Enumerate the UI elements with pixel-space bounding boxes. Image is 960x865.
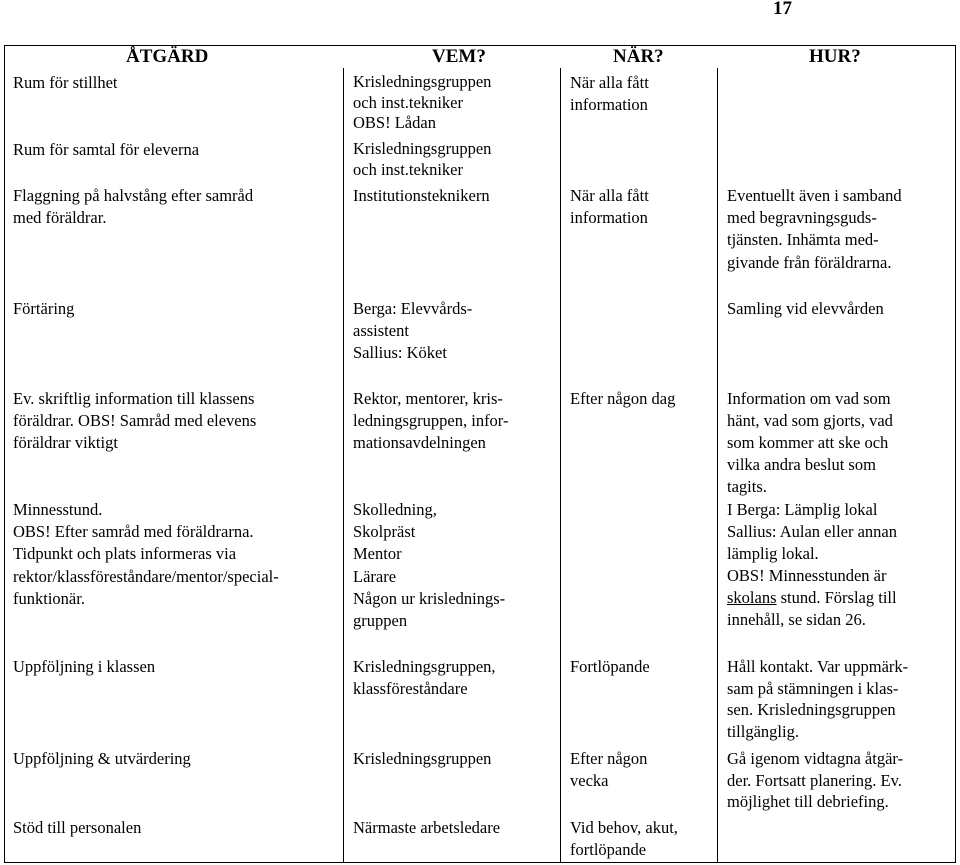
row-6-hur-text-a: I Berga: Lämplig lokal Sallius: Aulan eller annan lämplig lokal. OBS! Minnesstunden är xyxy=(727,500,898,585)
row-2-vem: Krisledningsgruppen och inst.tekniker xyxy=(353,139,492,179)
table-border-bottom xyxy=(4,862,956,863)
row-9-atgard: Stöd till personalen xyxy=(13,818,142,837)
row-6-vem: Skolledning, Skolpräst Mentor Lärare Någon ur krislednings- gruppen xyxy=(353,500,506,631)
column-divider-vem xyxy=(343,68,344,863)
table-border-left xyxy=(4,45,5,863)
row-3-nar: När alla fått information xyxy=(570,186,649,228)
row-7-hur: Håll kontakt. Var uppmärk- sam på stämningen i klas- sen. Krisledningsgruppen tillgänglig. xyxy=(727,657,909,741)
row-3-hur: Eventuellt även i samband med begravningsguds- tjänsten. Inhämta med- givande från föräldrarna. xyxy=(727,186,902,272)
row-7-atgard: Uppföljning i klassen xyxy=(13,657,156,676)
row-4-vem: Berga: Elevvårds- assistent Sallius: Köket xyxy=(353,299,473,363)
row-9-vem: Närmaste arbetsledare xyxy=(353,818,501,837)
row-7-nar: Fortlöpande xyxy=(570,657,650,676)
row-8-vem: Krisledningsgruppen xyxy=(353,749,492,768)
row-6-atgard: Minnesstund. OBS! Efter samråd med föräldrarna. Tidpunkt och plats informeras via rektor/klassföreståndare/mentor/special- funktionär. xyxy=(13,500,279,608)
row-7-vem: Krisledningsgruppen, klassföreståndare xyxy=(353,657,496,699)
row-6-hur xyxy=(727,499,897,631)
column-divider-nar xyxy=(560,68,561,863)
row-4-atgard: Förtäring xyxy=(13,299,75,318)
row-1-atgard: Rum för stillhet xyxy=(13,73,118,92)
header-vem: VEM? xyxy=(432,46,486,67)
row-5-vem: Rektor, mentorer, kris- ledningsgruppen, infor- mationsavdelningen xyxy=(353,389,509,453)
row-3-atgard: Flaggning på halvstång efter samråd med föräldrar. xyxy=(13,186,254,228)
row-6-hur-text-b: stund. Förslag till innehåll, se sidan 26. xyxy=(727,588,897,629)
row-4-hur: Samling vid elevvården xyxy=(727,299,884,318)
action-table xyxy=(4,45,956,863)
header-hur: HUR? xyxy=(809,46,861,67)
row-2-atgard: Rum för samtal för eleverna xyxy=(13,140,200,159)
row-9-nar: Vid behov, akut, fortlöpande xyxy=(570,818,678,860)
row-5-atgard: Ev. skriftlig information till klassens föräldrar. OBS! Samråd med elevens föräldrar viktigt xyxy=(13,389,257,453)
row-5-hur: Information om vad som hänt, vad som gjorts, vad som kommer att ske och vilka andra beslut som tagits. xyxy=(727,389,893,496)
row-1-nar: När alla fått information xyxy=(570,73,649,115)
row-8-atgard: Uppföljning & utvärdering xyxy=(13,749,191,768)
header-nar: NÄR? xyxy=(613,46,664,67)
column-divider-hur xyxy=(717,68,718,863)
row-1-vem: Krisledningsgruppen och inst.tekniker OBS! Lådan xyxy=(353,72,492,132)
table-border-right xyxy=(955,45,956,863)
row-8-hur: Gå igenom vidtagna åtgär- der. Fortsatt planering. Ev. möjlighet till debriefing. xyxy=(727,749,904,811)
page-number: 17 xyxy=(773,0,792,19)
row-3-vem: Institutionsteknikern xyxy=(353,186,490,205)
row-6-hur-underlined: skolans xyxy=(727,588,777,607)
header-atgard: ÅTGÄRD xyxy=(126,46,209,67)
row-8-nar: Efter någon vecka xyxy=(570,749,648,791)
row-5-nar: Efter någon dag xyxy=(570,389,676,408)
